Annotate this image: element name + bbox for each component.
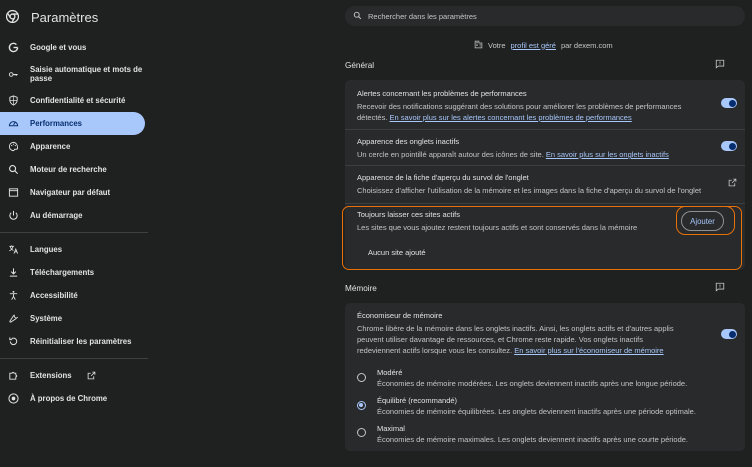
managed-profile-notice [474, 39, 613, 51]
always-active-title: Toujours laisser ces sites actifs [357, 210, 460, 219]
search-bar[interactable] [345, 6, 745, 26]
sidebar-item-label: Saisie automatique et mots de passe [30, 65, 143, 83]
translate-icon [8, 244, 19, 255]
sidebar [0, 36, 148, 410]
sidebar-item-extensions[interactable] [0, 364, 145, 387]
always-active-desc: Les sites que vous ajoutez restent toujours actifs et sont conservés dans la mémoire [357, 223, 638, 232]
sidebar-item-label: Téléchargements [30, 268, 95, 277]
building-icon [474, 40, 483, 51]
reset-icon [8, 336, 19, 347]
sidebar-item-label: Système [30, 314, 63, 323]
sidebar-item-startup[interactable] [0, 204, 145, 227]
sidebar-item-label: Navigateur par défaut [30, 188, 111, 197]
sidebar-item-reset[interactable] [0, 330, 145, 353]
sidebar-item-label: Langues [30, 245, 63, 254]
sidebar-item-system[interactable] [0, 307, 145, 330]
sidebar-item-label: Réinitialiser les paramètres [30, 337, 132, 346]
sidebar-item-label: Accessibilité [30, 291, 78, 300]
always-active-empty-text: Aucun site ajouté [368, 248, 426, 257]
external-link-icon [87, 371, 96, 380]
chrome-logo-icon [6, 10, 19, 25]
radio-moderate[interactable] [357, 373, 366, 382]
memory-saver-title: Économiseur de mémoire [357, 311, 443, 320]
sidebar-item-label: À propos de Chrome [30, 394, 108, 403]
perf-alerts-desc [357, 101, 685, 123]
key-icon [8, 69, 19, 80]
perf-alerts-desc-text: Recevoir des notifications suggérant des solutions pour améliorer les problèmes de performances détectés. [357, 102, 682, 122]
inactive-tabs-toggle[interactable] [721, 141, 737, 151]
inactive-tabs-desc-text: Un cercle en pointillé apparaît autour des icônes de site. [357, 150, 544, 159]
perf-alerts-title: Alertes concernant les problèmes de performances [357, 89, 527, 98]
sidebar-item-label: Google et vous [30, 43, 87, 52]
inactive-tabs-row [357, 137, 685, 160]
google-icon [8, 42, 19, 53]
hover-card-row[interactable] [357, 173, 715, 196]
memory-heading: Mémoire [345, 283, 377, 293]
option-title: Équilibré (recommandé) [377, 396, 458, 405]
row-divider [345, 165, 745, 166]
inactive-tabs-title: Apparence des onglets inactifs [357, 137, 460, 146]
option-maximal[interactable] [377, 424, 688, 444]
memory-section-header [345, 281, 745, 295]
option-desc: Économies de mémoire équilibrées. Les onglets deviennent inactifs après une période optimale. [377, 407, 696, 416]
sidebar-item-search-engine[interactable] [0, 158, 145, 181]
memory-saver-learn-more-link[interactable]: En savoir plus sur l'économiseur de mémoire [514, 346, 664, 355]
sidebar-item-appearance[interactable] [0, 135, 145, 158]
puzzle-icon [8, 370, 19, 381]
memory-saver-toggle[interactable] [721, 329, 737, 339]
managed-suffix: par dexem.com [560, 40, 613, 50]
memory-saver-desc-text: Chrome libère de la mémoire dans les onglets inactifs. Ainsi, les onglets actifs et d'autres applis peuvent utiliser davantage de ressources, et Chrome reste rapide. Vos onglets inactifs redeviennent actifs lorsque vous les consultez. [357, 324, 674, 355]
sidebar-item-about[interactable] [0, 387, 145, 410]
sidebar-item-downloads[interactable] [0, 261, 145, 284]
sidebar-item-label: Confidentialité et sécurité [30, 96, 126, 105]
search-input[interactable] [368, 12, 708, 21]
feedback-icon[interactable] [715, 282, 725, 294]
sidebar-item-label: Moteur de recherche [30, 165, 107, 174]
managed-profile-link[interactable]: profil est géré [510, 40, 556, 50]
accessibility-icon [8, 290, 19, 301]
inactive-tabs-desc [357, 149, 685, 160]
feedback-icon[interactable] [715, 59, 725, 71]
sidebar-item-label: Extensions [30, 371, 72, 380]
hover-card-title: Apparence de la fiche d'aperçu du survol de l'onglet [357, 173, 529, 182]
sidebar-item-performance[interactable] [0, 112, 145, 135]
sidebar-item-label: Performances [30, 119, 83, 128]
row-divider [345, 203, 745, 204]
add-site-button[interactable]: Ajouter [681, 211, 724, 231]
option-moderate[interactable] [377, 368, 687, 388]
app-header [6, 7, 98, 27]
sidebar-divider [0, 232, 148, 233]
sidebar-item-label: Apparence [30, 142, 71, 151]
option-balanced[interactable] [377, 396, 696, 416]
sidebar-item-languages[interactable] [0, 238, 145, 261]
search-icon [353, 11, 362, 22]
shield-icon [8, 95, 19, 106]
speedometer-icon [8, 118, 19, 129]
sidebar-item-accessibility[interactable] [0, 284, 145, 307]
power-icon [8, 210, 19, 221]
managed-prefix: Votre [488, 40, 506, 50]
download-icon [8, 267, 19, 278]
sidebar-divider [0, 358, 148, 359]
option-desc: Économies de mémoire maximales. Les onglets deviennent inactifs après une courte période. [377, 435, 689, 444]
sidebar-item-google[interactable] [0, 36, 145, 59]
general-heading: Général [345, 60, 375, 70]
general-section-header [345, 58, 745, 72]
wrench-icon [8, 313, 19, 324]
sidebar-item-autofill[interactable] [0, 59, 145, 89]
memory-saver-desc [357, 323, 685, 356]
sidebar-item-label: Au démarrage [30, 211, 83, 220]
sidebar-item-privacy[interactable] [0, 89, 145, 112]
perf-alerts-toggle[interactable] [721, 98, 737, 108]
row-divider [345, 129, 745, 130]
memory-saver-row [357, 311, 685, 356]
option-title: Modéré [377, 368, 403, 377]
page-title: Paramètres [31, 9, 99, 25]
search-icon [8, 164, 19, 175]
option-desc: Économies de mémoire modérées. Les onglets deviennent inactifs après une longue période. [377, 379, 688, 388]
perf-alerts-learn-more-link[interactable]: En savoir plus sur les alertes concernant les problèmes de performances [389, 113, 632, 122]
radio-balanced[interactable] [357, 401, 366, 410]
radio-maximal[interactable] [357, 428, 366, 437]
perf-alerts-row [357, 89, 685, 123]
chrome-icon [8, 393, 19, 404]
external-link-icon[interactable] [728, 178, 737, 189]
option-title: Maximal [377, 424, 405, 433]
hover-card-desc: Choisissez d'afficher l'utilisation de la mémoire et les images dans la fiche d'aperçu du survol de l'onglet [357, 186, 702, 195]
sidebar-item-default-browser[interactable] [0, 181, 145, 204]
palette-icon [8, 141, 19, 152]
inactive-tabs-learn-more-link[interactable]: En savoir plus sur les onglets inactifs [545, 150, 669, 159]
browser-icon [8, 187, 19, 198]
